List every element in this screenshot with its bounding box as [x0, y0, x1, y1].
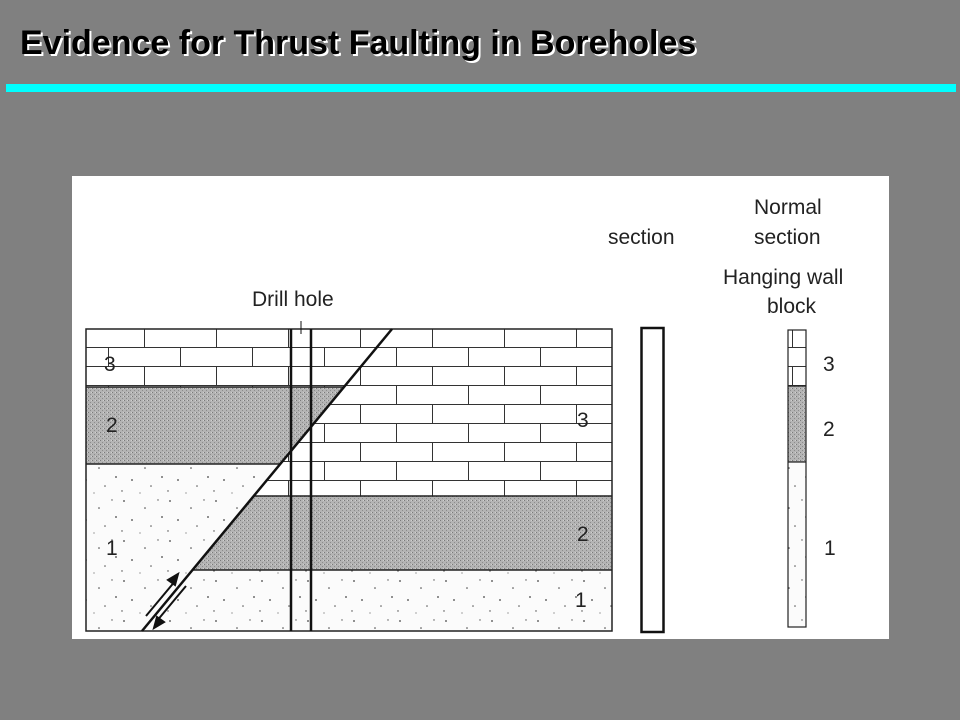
section-column-empty: [642, 328, 664, 632]
title-underline: [6, 84, 956, 92]
hanging-wall-label-3: 3: [577, 409, 589, 432]
normal-section-column: [788, 330, 806, 627]
hanging-wall-label-2: 2: [577, 523, 589, 546]
footwall-label-3: 3: [104, 353, 116, 376]
cross-section-svg: [72, 176, 889, 639]
normal-section-heading-line1: Normal: [754, 196, 822, 219]
section-column-heading: section: [608, 226, 675, 249]
hanging-wall-heading-line1: Hanging wall: [723, 266, 844, 289]
normal-section-label-1: 1: [824, 537, 836, 560]
footwall-label-2: 2: [106, 414, 118, 437]
slide-title: Evidence for Thrust Faulting in Boreholes: [20, 24, 697, 62]
normal-section-label-2: 2: [823, 418, 835, 441]
hanging-wall-label-1: 1: [575, 589, 587, 612]
drill-hole-label: Drill hole: [252, 288, 334, 311]
hanging-wall-heading-line2: block: [767, 295, 817, 318]
hanging-wall-layer-1: [132, 570, 612, 631]
normal-section-label-3: 3: [823, 353, 835, 376]
cross-section-figure: [72, 176, 889, 639]
normal-section-heading-line2: section: [754, 226, 821, 249]
footwall-label-1: 1: [106, 537, 118, 560]
